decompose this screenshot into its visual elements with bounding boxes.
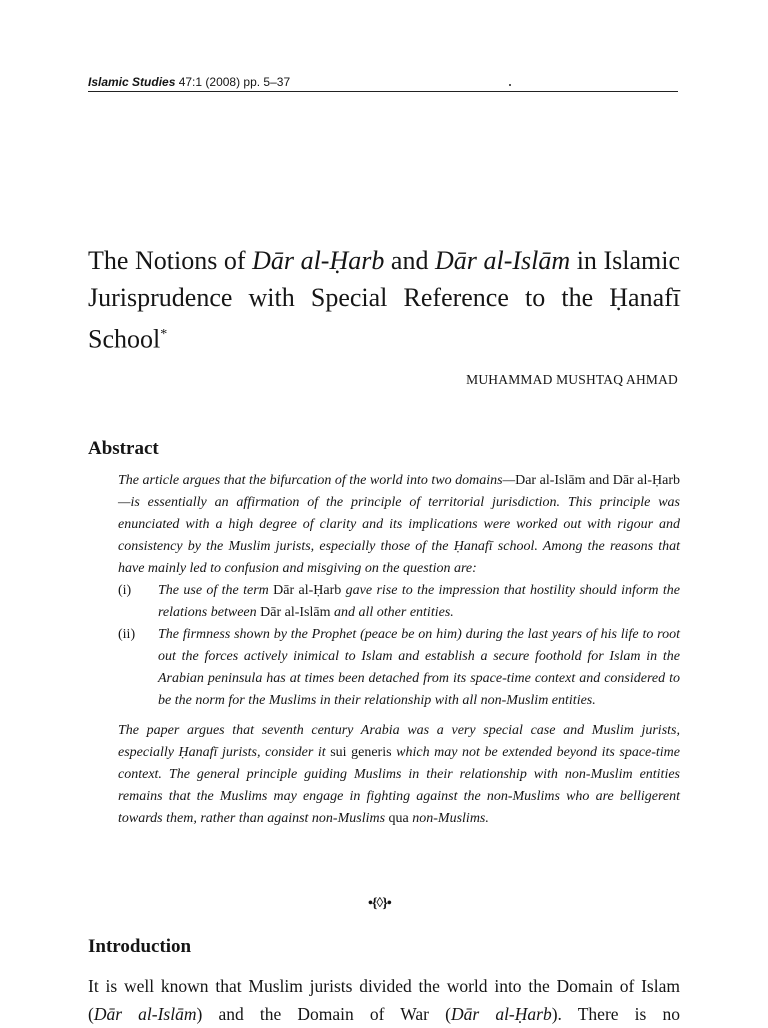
item1-text-c: gave rise to the impression that hostility should inform the relations between bbox=[158, 583, 680, 620]
author-name: MUHAMMAD MUSHTAQ AHMAD bbox=[466, 372, 678, 387]
item1-text-a: The use of the term bbox=[158, 583, 274, 598]
abstract-p1-terms: Dar al-Islām and Dār al-Ḥarb bbox=[515, 473, 681, 488]
article-title bbox=[88, 242, 680, 358]
abstract-p2-qua: qua bbox=[388, 811, 409, 826]
journal-citation: 47:1 (2008) pp. 5–37 bbox=[175, 75, 291, 89]
intro-term-dar-al-islam: Dār al-Islām bbox=[93, 1004, 197, 1024]
journal-name: Islamic Studies bbox=[88, 75, 176, 89]
section-ornament: •{◊}• bbox=[368, 896, 391, 911]
introduction-heading: Introduction bbox=[88, 936, 192, 957]
introduction-paragraph bbox=[88, 972, 680, 1028]
abstract-paragraph-2 bbox=[118, 720, 680, 830]
abstract-heading: Abstract bbox=[88, 438, 159, 459]
title-term-dar-al-islam: Dār al-Islām bbox=[435, 246, 571, 275]
intro-text-3: ) and the Domain of War ( bbox=[196, 1004, 451, 1024]
list-item-text bbox=[158, 580, 680, 624]
intro-text-5: ). There is no bbox=[551, 1004, 680, 1024]
title-text-3: in Islamic Jurisprudence with Special Reference to the Ḥanafī School bbox=[88, 246, 681, 354]
abstract-body bbox=[118, 470, 680, 830]
list-item-number: (i) bbox=[118, 583, 132, 598]
title-text-1: The Notions of bbox=[88, 246, 253, 275]
list-item-text: The firmness shown by the Prophet (peace be on him) during the last years of his life to root out the forces actively inimical to Islam and establish a secure foothold for Islam in the Arabian peninsula has at times been detached from its space-time context and considered to be the norm for the Muslims in their relationship with all non-Muslim entities. bbox=[158, 627, 680, 708]
abstract-p2-text-c: which may not be extended beyond its space-time context. The general principle guiding Muslims in their relationship with non-Muslim entities remains that the Muslims may engage in fighting against the non-Muslims who are belligerent towards them, rather than against non-Muslims bbox=[118, 745, 681, 826]
abstract-p1-text-a: The article argues that the bifurcation of the world into two domains— bbox=[118, 473, 516, 488]
item1-text-e: and all other entities. bbox=[330, 605, 454, 620]
abstract-paragraph-1 bbox=[118, 470, 680, 580]
item1-term-d: Dār al-Islām bbox=[260, 605, 331, 620]
intro-text-1: It is well known that Muslim jurists divided the world into the Domain of Islam ( bbox=[88, 976, 680, 1024]
abstract-p1-text-c: —is essentially an affirmation of the principle of territorial jurisdiction. This principle was enunciated with a high degree of clarity and its implications were worked out with rigour and consistency by the Muslim jurists, especially those of the Ḥanafī school. Among the reasons that have mainly led to confusion and misgiving on the question are: bbox=[118, 495, 680, 576]
abstract-p2-text-a: The paper argues that seventh century Arabia was a very special case and Muslim jurists, especially Ḥanafī jurists, consider it bbox=[118, 723, 680, 760]
abstract-p2-sui-generis: sui generis bbox=[330, 745, 392, 760]
title-text-2: and bbox=[384, 246, 436, 275]
list-item-number: (ii) bbox=[118, 627, 136, 642]
title-footnote-mark: * bbox=[160, 327, 168, 342]
abstract-list-item-2 bbox=[118, 624, 680, 712]
intro-term-dar-al-harb: Dār al-Ḥarb bbox=[450, 1004, 552, 1024]
item1-term-b: Dār al-Ḥarb bbox=[273, 583, 342, 598]
abstract-list-item-1 bbox=[118, 580, 680, 624]
scan-speck bbox=[509, 84, 511, 86]
abstract-p2-text-e: non-Muslims. bbox=[408, 811, 489, 826]
title-term-dar-al-harb: Dār al-Ḥarb bbox=[252, 246, 385, 275]
running-head bbox=[88, 75, 678, 92]
